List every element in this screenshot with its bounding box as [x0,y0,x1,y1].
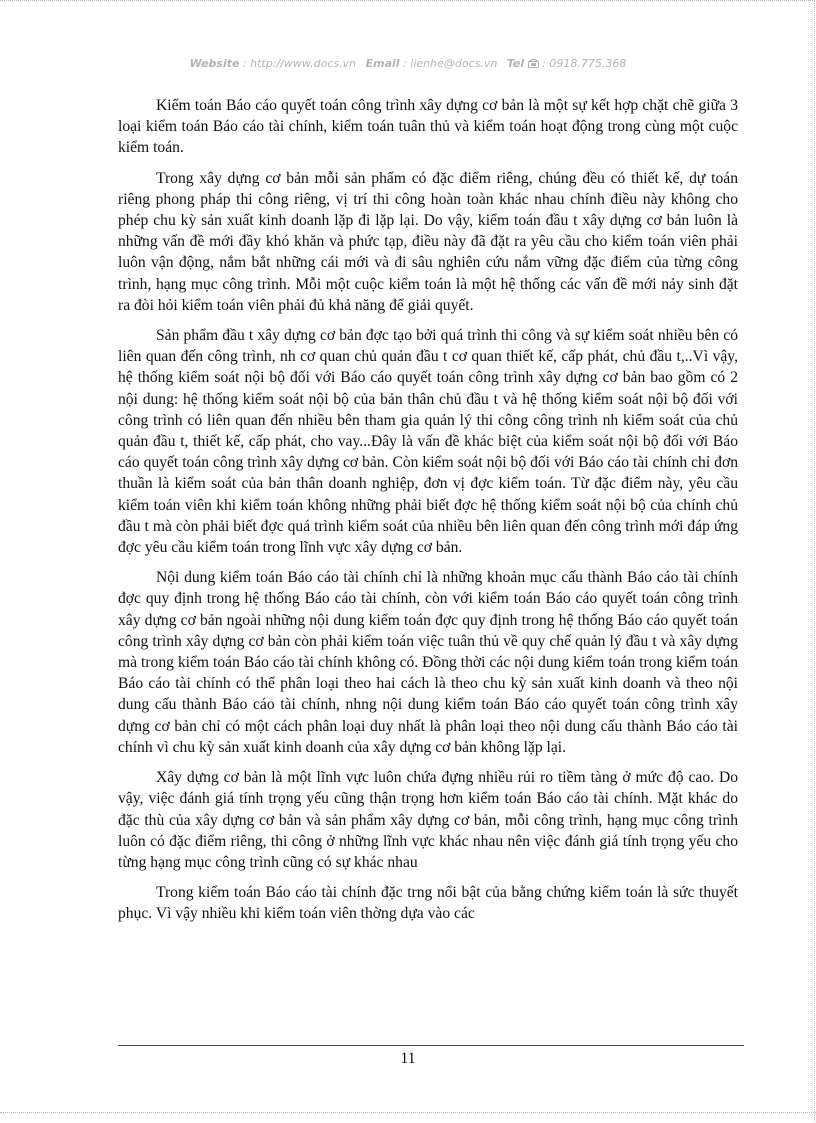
paragraph-2: Trong xây dựng cơ bản mỗi sản phẩm có đặc điểm riêng, chúng đều có thiết kế, dự toán riêng phong pháp thi công riêng, vị trí thi công hoàn toàn khác nhau chính điều này không cho phép chu kỳ sản xuất kinh doanh lặp đi lặp lại. Do vậy, kiểm toán đầu t xây dựng cơ bản luôn là những vấn đề mới đầy khó khăn và phức tạp, điều này đã đặt ra yêu cầu cho kiểm toán viên phải luôn vận động, nắm bắt những cái mới và đi sâu nghiên cứu nắm vững đặc điểm của từng công trình, hạng mục công trình. Mỗi một cuộc kiểm toán là một hệ thống các vấn đề mới nảy sinh đặt ra đòi hỏi kiểm toán viên phải đủ khả năng để giải quyết. [118,169,738,314]
page-number: 11 [400,1050,416,1067]
paragraph-4: Nội dung kiểm toán Báo cáo tài chính chỉ là những khoản mục cấu thành Báo cáo tài chính đợc quy định trong hệ thống Báo cáo tài chính, còn với kiểm toán Báo cáo quyết toán công trình xây dựng cơ bản ngoài những nội dung kiểm toán đợc quy định trong hệ thống Báo cáo quyết toán công trình xây dựng cơ bản còn phải kiểm toán việc tuân thủ về quy chế quản lý đầu t và xây dựng mà trong kiểm toán Báo cáo tài chính không có. Đồng thời các nội dung kiểm toán trong kiểm toán Báo cáo tài chính có thể phân loại theo hai cách là theo chu kỳ sản xuất kinh doanh và theo nội dung cấu thành Báo cáo tài chính, nhng nội dung kiểm toán Báo cáo quyết toán công trình xây dựng cơ bản chỉ có một cách phân loại duy nhất là phân loại theo nội dung cấu thành Báo cáo tài chính vì chu kỳ sản xuất kinh doanh của xây dựng cơ bản không lặp lại. [118,569,738,756]
document-body [118,95,738,934]
paragraph-3: Sản phẩm đầu t xây dựng cơ bản đợc tạo bởi quá trình thi công và sự kiểm soát nhiều bên có liên quan đến công trình, nh cơ quan chủ quản đầu t cơ quan thiết kế, cấp phát, chủ đầu t,..Vì vậy, hệ thống kiểm soát nội bộ đối với Báo cáo quyết toán công trình xây dựng cơ bản bao gồm có 2 nội dung: hệ thống kiểm soát nội bộ của bản thân chủ đầu t và hệ thống kiểm soát nội bộ đối với công trình có liên quan đến nhiều bên tham gia quản lý thi công công trình nh kiểm soát của chủ quản đầu t, thiết kế, cấp phát, cho vay...Đây là vấn đề khác biệt của kiểm soát nội bộ đối với Báo cáo quyết toán công trình xây dựng cơ bản. Còn kiểm soát nội bộ đối với Báo cáo tài chính chỉ đơn thuần là kiểm soát của bản thân doanh nghiệp, đơn vị đợc kiểm toán. Từ đặc điểm này, yêu cầu kiểm toán viên khi kiểm toán không những phải biết đợc hệ thống kiểm soát nội bộ của chính chủ đầu t mà còn phải biết đợc quá trình kiểm soát của nhiều bên liên quan đến công trình mới đáp ứng đợc yêu cầu kiểm toán trong lĩnh vực xây dựng cơ bản. [118,327,738,557]
page-header [0,57,816,70]
page-bottom-edge [0,1112,816,1113]
email-value: : lienhe@docs.vn [403,57,498,70]
website-value: : http://www.docs.vn [242,57,357,70]
email-label: Email [365,57,400,70]
tel-label: Tel [506,57,525,70]
paragraph-5: Xây dựng cơ bản là một lĩnh vực luôn chứa đựng nhiều rủi ro tiềm tàng ở mức độ cao. Do vậy, việc đánh giá tính trọng yếu cũng thận trọng hơn kiểm toán Báo cáo tài chính. Mặt khác do đặc thù của xây dựng cơ bản và sản phẩm xây dựng cơ bản, mỗi công trình, hạng mục công trình luôn có đặc điểm riêng, thi công ở những lĩnh vực khác nhau nên việc đánh giá tính trọng yếu cho từng hạng mục công trình cũng có sự khác nhau [118,769,738,871]
paragraph-1: Kiểm toán Báo cáo quyết toán công trình xây dựng cơ bản là một sự kết hợp chặt chẽ giữa 3 loại kiểm toán Báo cáo tài chính, kiểm toán tuân thủ và kiểm toán hoạt động trong cùng một cuộc kiểm toán. [118,97,738,157]
footer-divider [118,1045,744,1046]
paragraph-6: Trong kiểm toán Báo cáo tài chính đặc trng nổi bật của bằng chứng kiểm toán là sức thuyết phục. Vì vậy nhiều khi kiểm toán viên thờng dựa vào các [118,884,738,923]
phone-icon [528,57,543,70]
tel-value: : 0918.775.368 [542,57,627,70]
website-label: Website [189,57,240,70]
